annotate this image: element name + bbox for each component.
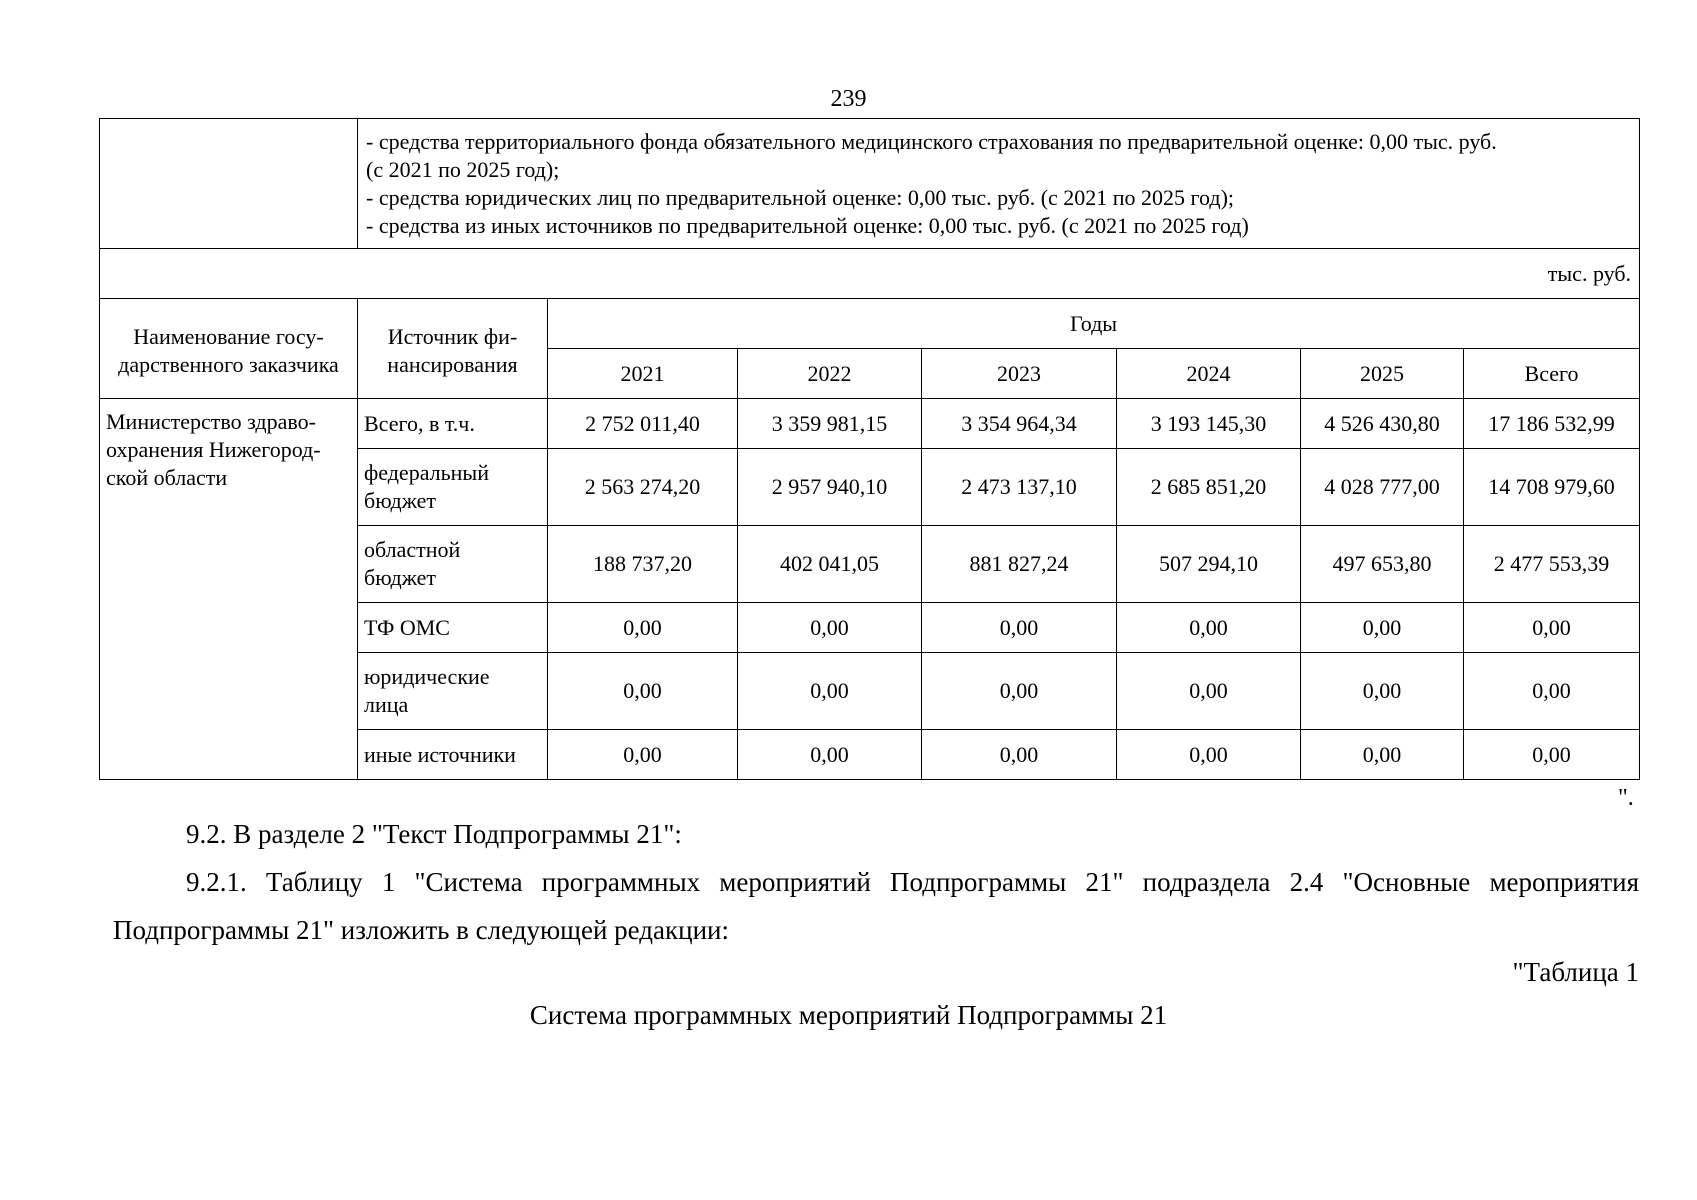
table-title: Система программных мероприятий Подпрограммы 21 xyxy=(529,1000,1168,1030)
funding-source xyxy=(358,449,548,526)
value-cell: 0,00 xyxy=(1301,730,1464,780)
value-cell: 4 526 430,80 xyxy=(1301,399,1464,449)
funding-source-line: Всего, в т.ч. xyxy=(364,410,475,436)
value-cell: 402 041,05 xyxy=(738,526,922,603)
customer-name-line: Министерство здраво- xyxy=(106,409,316,434)
funding-source-line: юридические xyxy=(364,664,490,689)
customer-name-line: охранения Нижегород- xyxy=(106,437,321,462)
funding-source-line: лица xyxy=(364,692,409,717)
value-cell: 0,00 xyxy=(1117,730,1301,780)
header-year: 2024 xyxy=(1117,349,1301,399)
customer-name-line: ской области xyxy=(106,465,228,490)
value-cell: 3 193 145,30 xyxy=(1117,399,1301,449)
value-cell: 4 028 777,00 xyxy=(1301,449,1464,526)
unit-label: тыс. руб. xyxy=(100,249,1640,299)
header-source-line: нансирования xyxy=(387,351,518,377)
intro-line: - средства юридических лиц по предварительной оценке: 0,00 тыс. руб. (с 2021 по 2025 год); xyxy=(366,185,1235,210)
header-row-1 xyxy=(100,299,1640,349)
header-year: 2025 xyxy=(1301,349,1464,399)
total-cell: 0,00 xyxy=(1464,730,1640,780)
value-cell: 3 359 981,15 xyxy=(738,399,922,449)
funding-source-line: иные источники xyxy=(364,741,516,767)
funding-source-line: федеральный xyxy=(364,460,489,485)
table-row xyxy=(100,399,1640,449)
value-cell: 0,00 xyxy=(922,730,1117,780)
intro-cell xyxy=(358,119,1640,249)
intro-line: (с 2021 по 2025 год); xyxy=(366,157,560,182)
header-total: Всего xyxy=(1464,349,1640,399)
value-cell: 0,00 xyxy=(1301,603,1464,653)
total-cell: 17 186 532,99 xyxy=(1464,399,1640,449)
header-years-group: Годы xyxy=(548,299,1640,349)
value-cell: 188 737,20 xyxy=(548,526,738,603)
value-cell: 2 752 011,40 xyxy=(548,399,738,449)
table-label: "Таблица 1 xyxy=(1512,957,1639,987)
funding-table xyxy=(99,118,1640,780)
customer-name xyxy=(100,399,358,780)
value-cell: 0,00 xyxy=(922,653,1117,730)
value-cell: 0,00 xyxy=(548,730,738,780)
page-number: 239 xyxy=(830,86,867,112)
value-cell: 497 653,80 xyxy=(1301,526,1464,603)
intro-line: - средства территориального фонда обязательного медицинского страхования по предварительной оценке: 0,00 тыс. руб. xyxy=(366,129,1497,154)
header-source xyxy=(358,299,548,399)
intro-line: - средства из иных источников по предварительной оценке: 0,00 тыс. руб. (с 2021 по 2025 год) xyxy=(366,213,1249,238)
header-year: 2023 xyxy=(922,349,1117,399)
value-cell: 0,00 xyxy=(1117,653,1301,730)
header-customer-line: дарственного заказчика xyxy=(118,351,339,377)
intro-empty-cell xyxy=(100,119,358,249)
value-cell: 0,00 xyxy=(548,603,738,653)
value-cell: 0,00 xyxy=(1301,653,1464,730)
funding-source xyxy=(358,526,548,603)
total-cell: 2 477 553,39 xyxy=(1464,526,1640,603)
value-cell: 2 957 940,10 xyxy=(738,449,922,526)
value-cell: 0,00 xyxy=(738,603,922,653)
paragraph-section-2: 9.2. В разделе 2 "Текст Подпрограммы 21": xyxy=(186,819,682,849)
value-cell: 0,00 xyxy=(1117,603,1301,653)
header-source-line: Источник фи- xyxy=(387,323,518,349)
funding-source-line: ТФ ОМС xyxy=(364,614,450,640)
value-cell: 2 685 851,20 xyxy=(1117,449,1301,526)
value-cell: 0,00 xyxy=(738,653,922,730)
closing-quote: ". xyxy=(1618,785,1634,811)
funding-source-line: бюджет xyxy=(364,565,436,590)
intro-row xyxy=(100,119,1640,249)
value-cell: 0,00 xyxy=(548,653,738,730)
value-cell: 2 563 274,20 xyxy=(548,449,738,526)
funding-source xyxy=(358,653,548,730)
header-customer-line: Наименование госу- xyxy=(133,323,324,349)
header-year: 2021 xyxy=(548,349,738,399)
value-cell: 0,00 xyxy=(738,730,922,780)
value-cell: 3 354 964,34 xyxy=(922,399,1117,449)
funding-source xyxy=(358,730,548,780)
funding-source xyxy=(358,603,548,653)
header-customer xyxy=(100,299,358,399)
paragraph-table-1-instruction: 9.2.1. Таблицу 1 "Система программных мероприятий Подпрограммы 21" подраздела 2.4 "Основные мероприятия Подпрограммы 21" изложить в следующей редакции: xyxy=(113,867,1639,945)
value-cell: 2 473 137,10 xyxy=(922,449,1117,526)
value-cell: 881 827,24 xyxy=(922,526,1117,603)
value-cell: 507 294,10 xyxy=(1117,526,1301,603)
funding-source-line: бюджет xyxy=(364,488,436,513)
unit-row xyxy=(100,249,1640,299)
funding-source-line: областной xyxy=(364,537,461,562)
total-cell: 14 708 979,60 xyxy=(1464,449,1640,526)
header-year: 2022 xyxy=(738,349,922,399)
total-cell: 0,00 xyxy=(1464,653,1640,730)
total-cell: 0,00 xyxy=(1464,603,1640,653)
value-cell: 0,00 xyxy=(922,603,1117,653)
funding-source xyxy=(358,399,548,449)
